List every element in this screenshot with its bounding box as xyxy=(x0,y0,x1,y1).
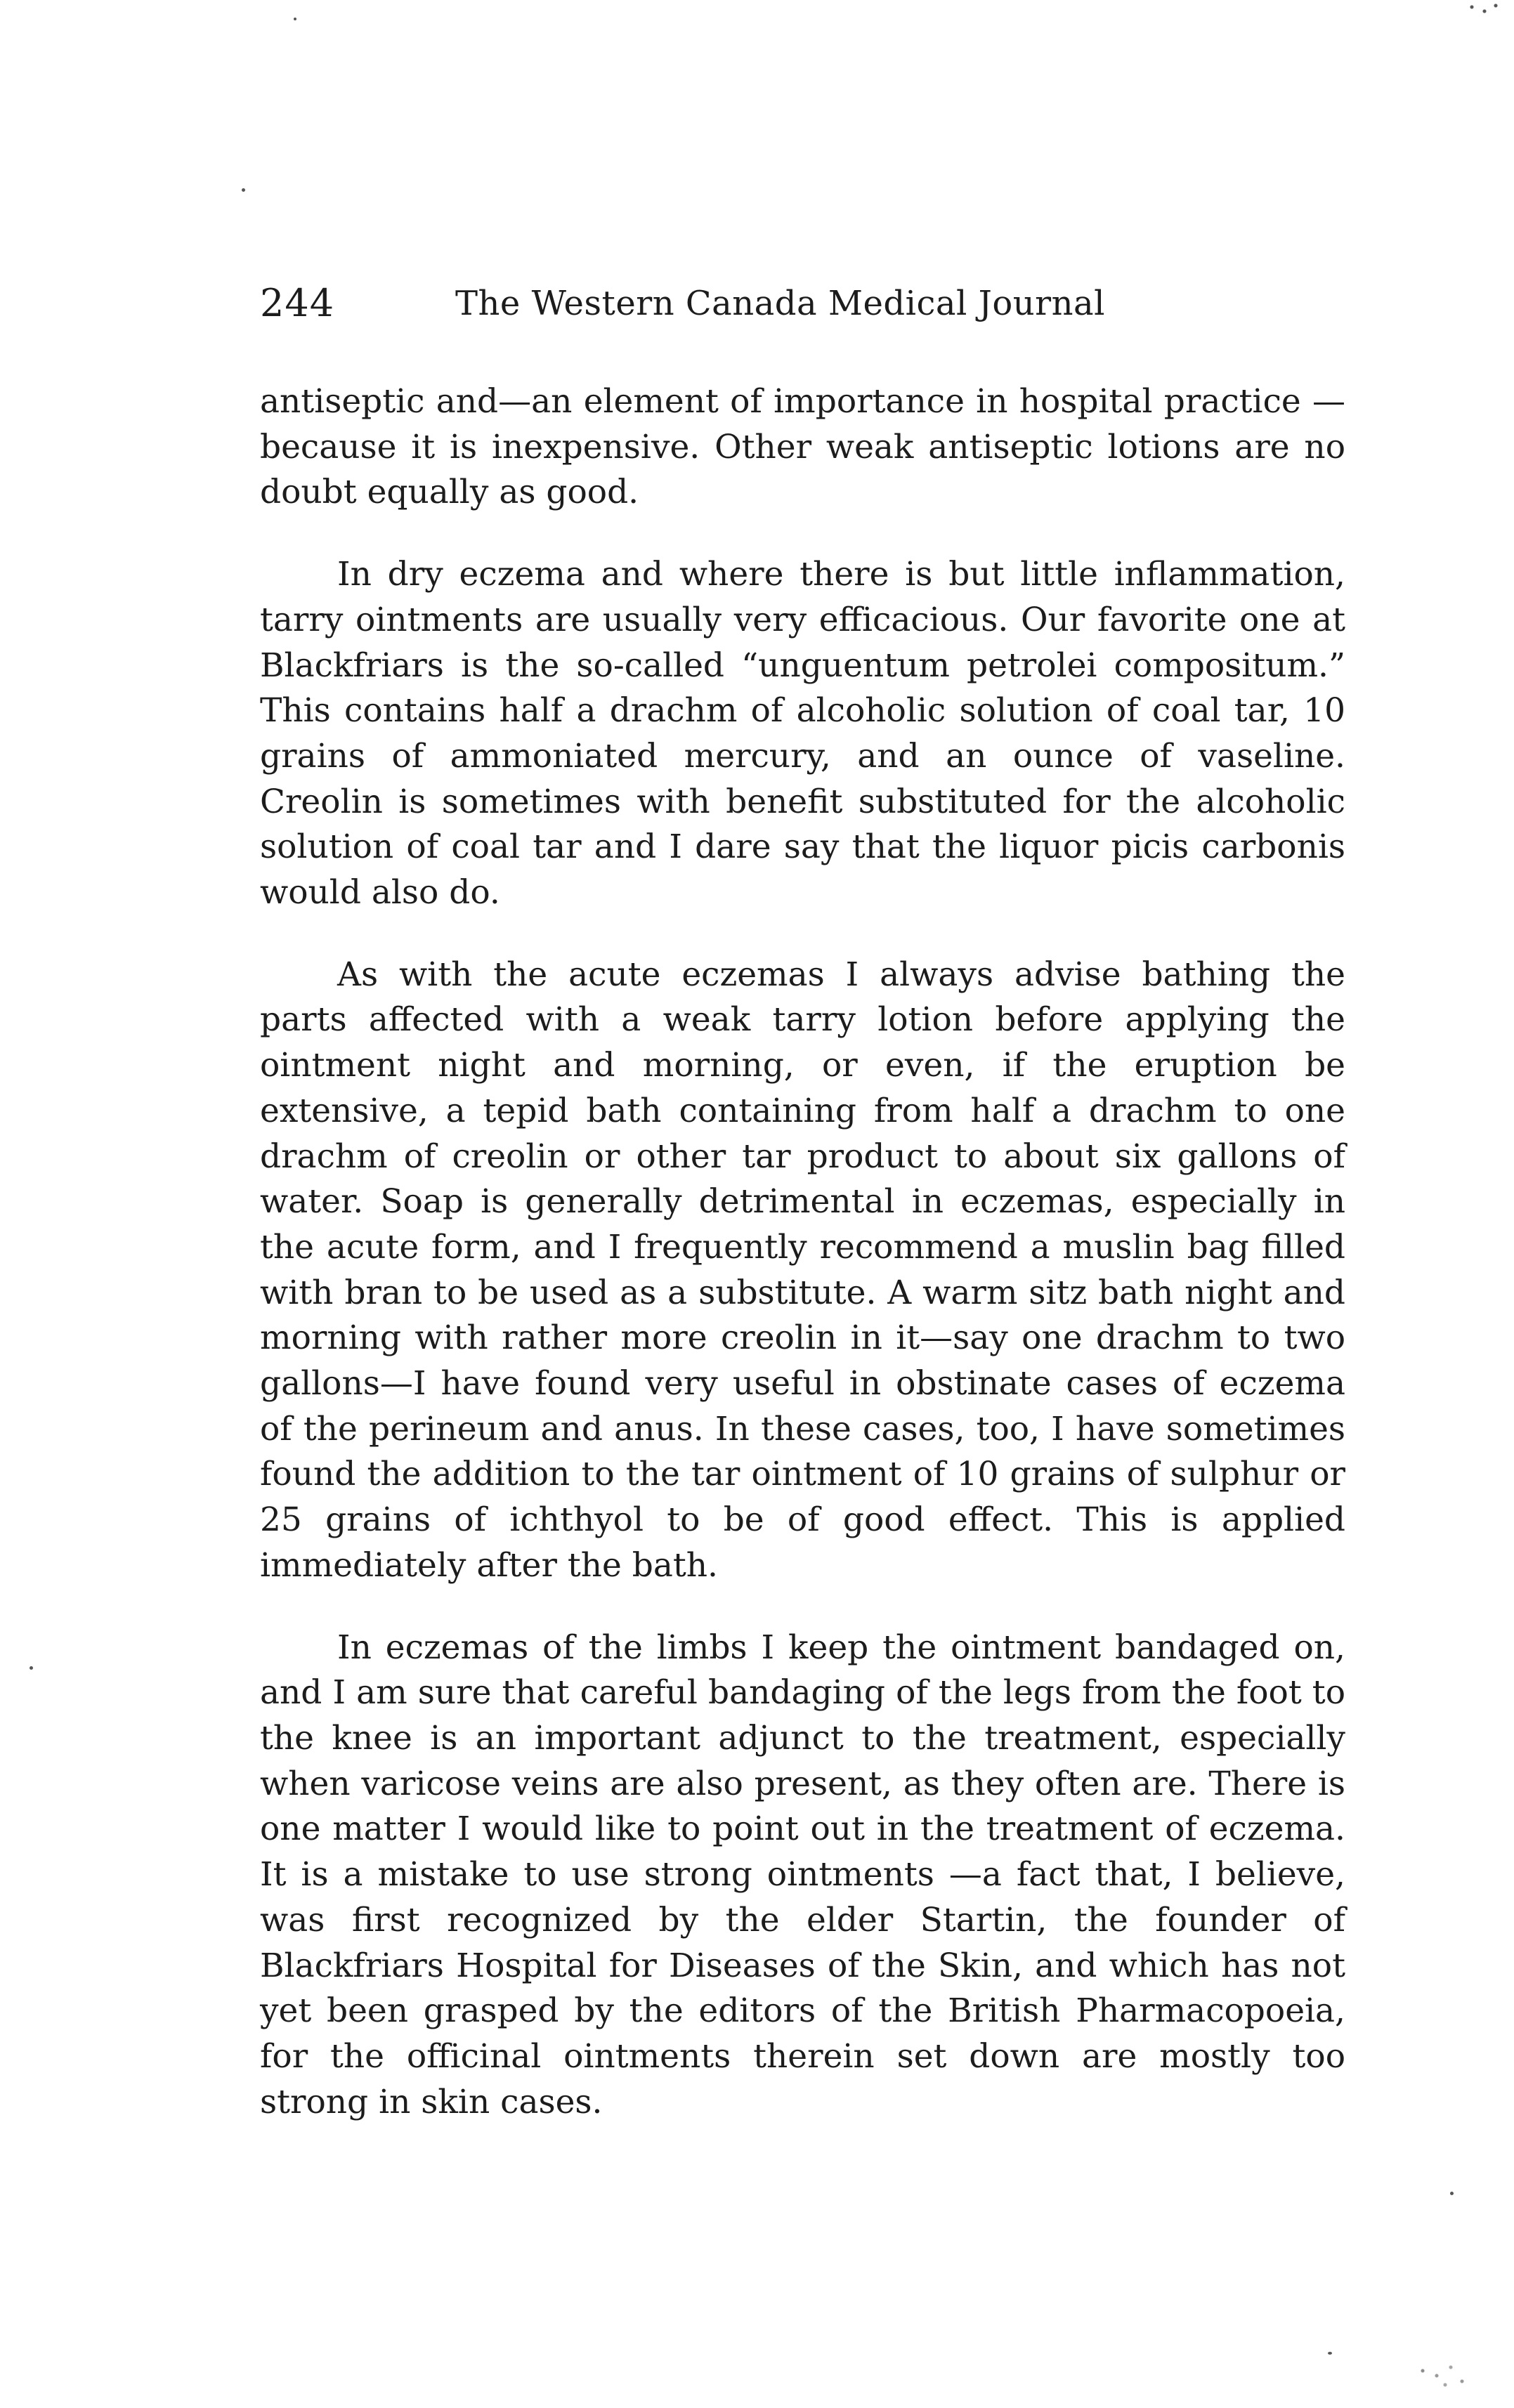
running-header xyxy=(260,275,1145,339)
page-number: 244 xyxy=(260,281,335,325)
paragraph-continuation: antiseptic and—an element of importance in hospital practice —because it is inexpensive. Other weak antiseptic lotions are no doubt equally as good. xyxy=(260,382,1345,512)
bottom-corner-smudge xyxy=(1395,2346,1486,2395)
paragraph-limb-eczemas: In eczemas of the limbs I keep the ointment bandaged on, and I am sure that careful bandaging of the legs from the foot to the knee is an important adjunct to the treatment, especially when varicose veins are also present, as they often are. There is one matter I would like to point out in the treatment of eczema. It is a mistake to use strong ointments —a fact that, I believe, was first recognized by the elder Startin, the founder of Blackfriars Hospital for Diseases of the Skin, and which has not yet been grasped by the editors of the British Pharmacopoeia, for the officinal ointments therein set down are mostly too strong in skin cases. xyxy=(260,1628,1345,2121)
page-speck xyxy=(294,18,296,20)
page-speck xyxy=(1328,2352,1332,2355)
article-body xyxy=(260,379,1345,2161)
page-speck xyxy=(1450,2192,1454,2195)
corner-speck-mark xyxy=(1462,0,1507,17)
paragraph-dry-eczema: In dry eczema and where there is but little inflammation, tarry ointments are usually very efficacious. Our favorite one at Blackfriars is the so-called “unguentum petrolei compositum.” This contains half a drachm of alcoholic solution of coal tar, 10 grains of ammoniated mercury, and an ounce of vaseline. Creolin is sometimes with benefit substituted for the alcoholic solution of coal tar and I dare say that the liquor picis carbonis would also do. xyxy=(260,555,1345,912)
page-speck xyxy=(242,188,245,192)
page-speck xyxy=(30,1666,33,1670)
paragraph-acute-eczemas: As with the acute eczemas I always advise bathing the parts affected with a weak tarry lotion before applying the ointment night and morning, or even, if the eruption be extensive, a tepid bath containing from half a drachm to one drachm of creolin or other tar product to about six gallons of water. Soap is generally detrimental in eczemas, especially in the acute form, and I frequently recommend a muslin bag filled with bran to be used as a substitute. A warm sitz bath night and morning with rather more creolin in it—say one drachm to two gallons—I have found very useful in obstinate cases of eczema of the perineum and anus. In these cases, too, I have sometimes found the addition to the tar ointment of 10 grains of sulphur or 25 grains of ichthyol to be of good effect. This is applied immediately after the bath. xyxy=(260,955,1345,1585)
journal-title: The Western Canada Medical Journal xyxy=(455,284,1105,323)
